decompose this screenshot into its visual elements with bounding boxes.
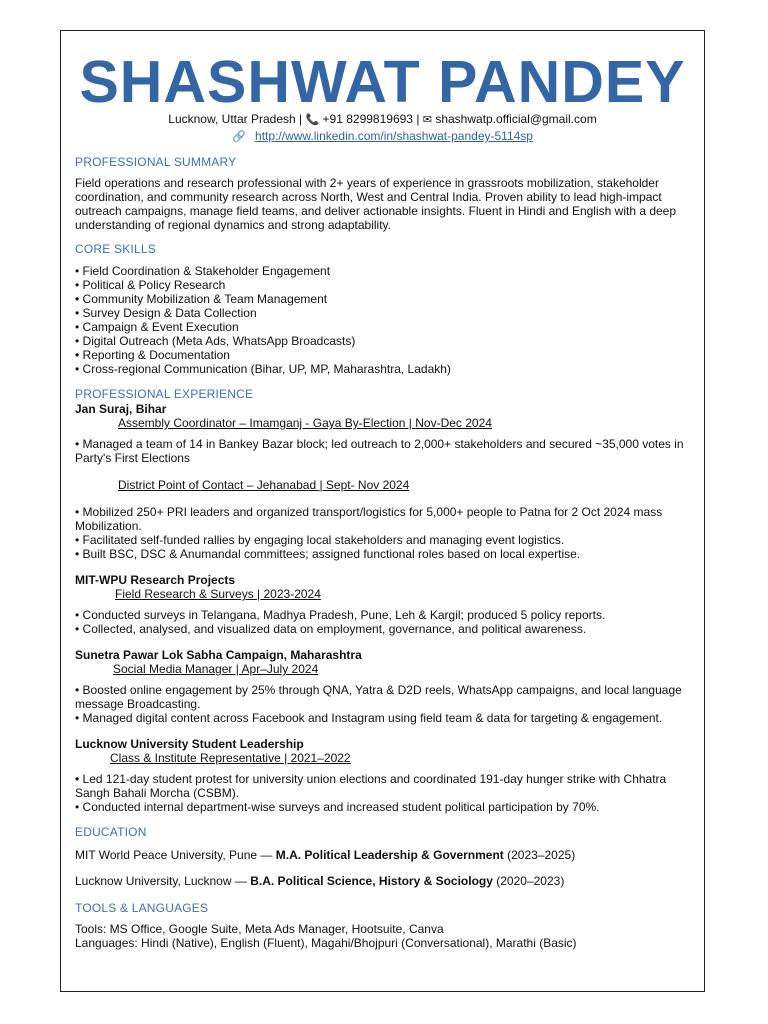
list-item: • Reporting & Documentation	[75, 348, 230, 362]
tools-line: Tools: MS Office, Google Suite, Meta Ads Manager, Hootsuite, Canva	[75, 922, 444, 936]
list-item: • Field Coordination & Stakeholder Engagement	[75, 264, 331, 278]
list-item: • Mobilized 250+ PRI leaders and organized transport/logistics for 5,000+ people to Patna for 2 Oct 2024 mass Mobilization.	[75, 505, 663, 533]
list-item: • Collected, analysed, and visualized data on employment, governance, and political awareness.	[75, 622, 587, 636]
linkedin-link[interactable]: http://www.linkedin.com/in/shashwat-pandey-5114sp	[255, 129, 533, 143]
tools-heading: TOOLS & LANGUAGES	[75, 901, 209, 915]
email-address[interactable]: shashwatp.official@gmail.com	[435, 112, 597, 126]
list-item: • Political & Policy Research	[75, 278, 226, 292]
education-degree: B.A. Political Science, History & Sociology	[250, 874, 493, 888]
summary-text: Field operations and research professional with 2+ years of experience in grassroots mobilization, stakeholder coordination, and community research across North, West and Central India. Proven ability to lead high-impact outreach campaigns, manage field teams, and deliver actionable insights. Fluent in Hindi and English with a deep understanding of regional dynamics and strong adaptability.	[75, 176, 677, 232]
list-item: • Built BSC, DSC & Anumandal committees; assigned functional roles based on local expertise.	[75, 547, 581, 561]
role-assembly-coordinator: Assembly Coordinator – Imamganj - Gaya By-Election | Nov-Dec 2024	[118, 416, 492, 430]
list-item: • Managed a team of 14 in Bankey Bazar block; led outreach to 2,000+ stakeholders and secured ~35,000 votes in Party's First Elections	[75, 437, 684, 465]
resume-page	[60, 30, 705, 992]
list-item: • Survey Design & Data Collection	[75, 306, 257, 320]
list-item: • Conducted internal department-wise surveys and increased student political participation by 70%.	[75, 800, 600, 814]
list-item: • Digital Outreach (Meta Ads, WhatsApp Broadcasts)	[75, 334, 356, 348]
role-social-media-manager: Social Media Manager | Apr–July 2024	[113, 662, 319, 676]
skills-heading: CORE SKILLS	[75, 242, 156, 256]
role-class-representative: Class & Institute Representative | 2021–2022	[110, 751, 351, 765]
resume-body	[75, 155, 692, 950]
education-years: (2020–2023)	[492, 874, 565, 888]
experience-heading: PROFESSIONAL EXPERIENCE	[75, 387, 254, 401]
education-school: MIT World Peace University, Pune —	[75, 848, 276, 862]
education-heading: EDUCATION	[75, 825, 147, 839]
education-entry	[75, 874, 692, 888]
link-icon: 🔗	[232, 131, 246, 143]
list-item: • Community Mobilization & Team Management	[75, 292, 328, 306]
phone-number[interactable]: +91 8299819693	[322, 112, 413, 126]
list-item: • Cross-regional Communication (Bihar, UP, MP, Maharashtra, Ladakh)	[75, 362, 451, 376]
education-years: (2023–2025)	[503, 848, 576, 862]
org-mit-wpu: MIT-WPU Research Projects	[75, 573, 236, 587]
list-item: • Facilitated self-funded rallies by engaging local stakeholders and managing event logistics.	[75, 533, 565, 547]
location: Lucknow, Uttar Pradesh	[168, 112, 296, 126]
org-sunetra-pawar: Sunetra Pawar Lok Sabha Campaign, Maharashtra	[75, 648, 362, 662]
org-jan-suraj: Jan Suraj, Bihar	[75, 402, 167, 416]
phone-icon: 📞	[305, 114, 320, 126]
education-entry	[75, 848, 692, 862]
education-degree: M.A. Political Leadership & Government	[275, 848, 504, 862]
linkedin-line	[61, 129, 704, 145]
list-item: • Managed digital content across Facebook and Instagram using field team & data for targeting & engagement.	[75, 711, 663, 725]
org-lucknow-university: Lucknow University Student Leadership	[75, 737, 304, 751]
contact-line: Lucknow, Uttar Pradesh | 📞 +91 8299819693 | ✉ shashwatp.official@gmail.com	[168, 112, 597, 126]
list-item: • Campaign & Event Execution	[75, 320, 239, 334]
candidate-name: SHASHWAT PANDEY	[79, 49, 686, 115]
skills-list	[75, 264, 692, 376]
summary-heading: PROFESSIONAL SUMMARY	[75, 155, 237, 169]
education-school: Lucknow University, Lucknow —	[75, 874, 251, 888]
envelope-icon: ✉	[422, 114, 432, 126]
list-item: • Led 121-day student protest for university union elections and coordinated 191-day hunger strike with Chhatra Sangh Bahali Morcha (CSBM).	[75, 772, 667, 800]
languages-line: Languages: Hindi (Native), English (Fluent), Magahi/Bhojpuri (Conversational), Marathi (Basic)	[75, 936, 577, 950]
role-district-poc: District Point of Contact – Jehanabad | Sept- Nov 2024	[118, 478, 410, 492]
role-field-research: Field Research & Surveys | 2023-2024	[115, 587, 321, 601]
list-item: • Conducted surveys in Telangana, Madhya Pradesh, Pune, Leh & Kargil; produced 5 policy reports.	[75, 608, 606, 622]
list-item: • Boosted online engagement by 25% through QNA, Yatra & D2D reels, WhatsApp campaigns, and local language message Broadcasting.	[75, 683, 682, 711]
